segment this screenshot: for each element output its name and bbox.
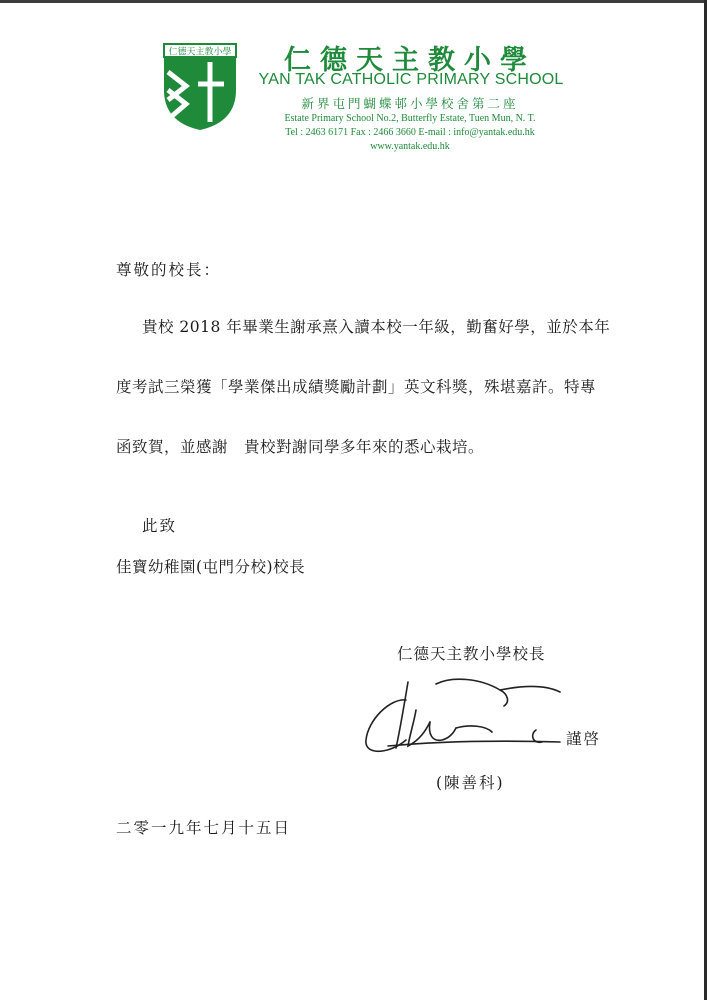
respect-closing: 謹啓 <box>566 730 602 748</box>
recipient: 佳寶幼稚園(屯門分校)校長 <box>116 558 306 576</box>
body-line: 函致賀，並感謝 貴校對謝同學多年來的悉心栽培。 <box>116 438 485 456</box>
school-name-chinese: 仁德天主教小學 <box>284 45 536 76</box>
salutation: 尊敬的校長： <box>116 261 222 279</box>
body-line: 度考試三榮獲「學業傑出成績獎勵計劃」英文科獎，殊堪嘉許。特專 <box>116 378 597 396</box>
sender-title: 仁德天主教小學校長 <box>397 645 546 663</box>
school-name-english: YAN TAK CATHOLIC PRIMARY SCHOOL <box>258 71 564 88</box>
school-contact: Tel : 2463 6171 Fax : 2466 3660 E-mail : info@yantak.edu.hk <box>285 127 535 138</box>
closing: 此致 <box>142 517 178 535</box>
letter-date: 二零一九年七月十五日 <box>116 819 292 837</box>
school-website: www.yantak.edu.hk <box>370 141 450 152</box>
scan-edge-top <box>0 0 707 3</box>
signature-icon <box>360 670 565 760</box>
body-line: 貴校 2018 年畢業生謝承熹入讀本校一年級，勤奮好學，並於本年 <box>142 318 611 336</box>
school-address-english: Estate Primary School No.2, Butterfly Estate, Tuen Mun, N. T. <box>284 113 536 124</box>
school-address-chinese: 新界屯門蝴蝶邨小學校舍第二座 <box>301 96 519 111</box>
signer-name: (陳善科) <box>436 774 505 792</box>
crest-label: 仁德天主教小學 <box>168 47 232 58</box>
school-crest-icon <box>162 42 238 132</box>
